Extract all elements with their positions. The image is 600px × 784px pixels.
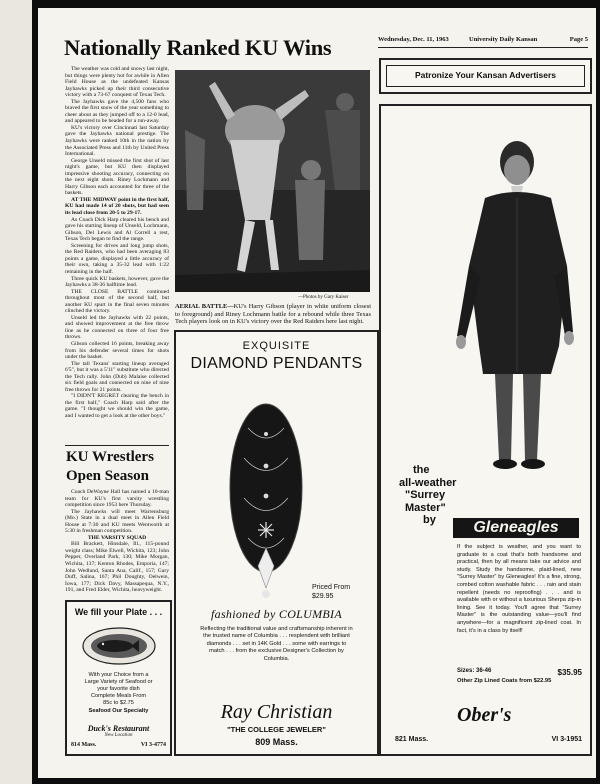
wrestlers-divider (65, 445, 169, 446)
headline: Nationally Ranked KU Wins (64, 35, 332, 60)
obers-line: Master" (405, 501, 446, 514)
story-paragraph: The weather was cold and snowy last night, but things were plenty hot for awhile in Allen Field House as the undefeated Kansas Jayhawks picked up their third consecutive victory with a 73-67 conquest of Texas Tech. (65, 66, 169, 99)
christian-headline: DIAMOND PENDANTS (190, 355, 363, 372)
obers-store: Ober's (457, 704, 512, 726)
ducks-line: your favorite dish (97, 686, 140, 692)
christian-store: Ray Christian (220, 701, 333, 723)
caption-text: KU's Harry Gibson (player in white uniform closest to foreground) and Riney Lochmann battle for a rebound while three Texas Tech players look on in KU's victory over the Red Raiders here last night. (175, 303, 371, 325)
obers-ad (379, 104, 592, 756)
story-paragraph: George Unseld missed the first shot of last night's game, but KU then displayed impressive shooting accuracy, connecting on the next eight shots. Riney Lochmann and Harry Gibson each accounted for three of the baskets. (65, 157, 169, 197)
patronize-advertisers-box (379, 58, 592, 94)
story-paragraph: The tall Texans' starting lineup averaged 6'5", but it was a 5'11" substitute who directed the Tech rally. John (Dub) Malaise collected six field goals and connected on nine of nine free throws for 21 points. (65, 360, 169, 393)
ray-christian-ad (174, 330, 379, 756)
story-paragraph: Screening for drives and long jump shots, the Red Raiders, who had been averaging 83 points a game, displayed a little accuracy of their own, taking a 35-32 lead with 1:22 remaining in the half. (65, 242, 169, 275)
ducks-copy (67, 672, 170, 715)
masthead-date: Wednesday, Dec. 11, 1963 (378, 36, 449, 43)
ducks-line: Complete Meals From (90, 693, 147, 699)
christian-tagline: "THE COLLEGE JEWELER" (227, 725, 326, 734)
obers-line: the (413, 464, 430, 476)
story-column (65, 66, 169, 441)
christian-price: $29.95 (312, 593, 334, 600)
diamond-pendant-illustration (226, 388, 308, 600)
ducks-line: Seafood Our Specialty (88, 708, 149, 714)
wrestlers-headline-2: Open Season (66, 468, 149, 484)
photo-image (175, 70, 370, 292)
christian-fashioned: fashioned by COLUMBIA (211, 607, 342, 621)
squad-heading: THE VARSITY SQUAD (87, 534, 147, 541)
gleneagles-brand: Gleneagles (453, 518, 579, 538)
obers-body: If the subject is weather, and you want to graduate to a coat that's both handsome and practical, then by all means take our advice and study. Study the handsome, plaid-lined, new "Surrey Master" by Gleneagles! It's a fine, strong, combed cotton washable fabric . . . rain and stain repellent (needs no reproofing) . . . and is available with or without a luxurious Sherpa zip-in lining. See it today. You'll agree that "Surrey Master" is the outstanding value—you'll find anywhere—for a magnificent zip-lined coat. In fact, it's in a class by itself! (457, 544, 581, 634)
story-paragraph: THE CLOSE BATTLE continued throughout most of the second half, but another KU spurt in the final seven minutes clinched the victory. (65, 288, 169, 315)
ducks-line: Large Variety of Seafood or (84, 679, 153, 685)
masthead (378, 36, 588, 46)
story-paragraph: Gibson collected 16 points, breaking away from his defender several times for shots under the basket. (65, 340, 169, 361)
ducks-line: With your Choice from a (88, 672, 149, 678)
squad-list: Bill Brackett, Hinsdale, Ill., 115-pound weight class; Mike Elwell, Wichita, 123; John Pepper, Overland Park, 130; Mike Morgan, Wichita, 137; Kenton Rhodes, Emporia, 147; John Wedlund, Santa Ana, Calif., 157; Gary Duff, Salina, 167; Phil Doughty, Oelwein, Iowa, 177; Dick Davy, Massapequa, N.Y., 191, and Fred Elder, Wichita, heavyweight. (65, 541, 169, 594)
ducks-name: Duck's Restaurant (87, 724, 150, 733)
seafood-plate-illustration (81, 624, 157, 668)
christian-body: Reflecting the traditional value and craftsmanship inherent in the trusted name of Columbia . . . resplendent with brilliant diamonds . . . set in 14K Gold . . . some with earrings to match . . . from the exclusive Designer's Collection by Columbia. (200, 626, 353, 662)
obers-price: $35.95 (557, 668, 582, 677)
basketball-photo (175, 70, 370, 292)
christian-kicker: EXQUISITE (242, 340, 311, 352)
story-paragraph: The Jayhawks gave the 4,500 fans who braved the first snow of the year something to cheer about as they jumped off to a 12-0 lead, and appeared to be headed for a run-away. (65, 98, 169, 125)
story-paragraph: KU's victory over Cincinnati last Saturday gave the Jayhawks national prestige. The Jayhawks were ranked 10th in the nation by the Associated Press and 11th by United Press International. (65, 124, 169, 158)
story-paragraph: AT THE MIDWAY point in the first half, KU had made 14 of 20 shots, but had seen its lead close from 20-5 to 29-17. (65, 196, 169, 217)
ducks-sub: New Location (104, 733, 133, 738)
christian-price-label: Priced From (312, 584, 351, 591)
obers-line: all-weather (399, 476, 457, 489)
christian-address: 809 Mass. (255, 737, 298, 747)
masthead-paper: University Daily Kansan (469, 36, 538, 43)
ducks-line: 85c to $2.75 (103, 700, 134, 706)
man-in-coat-illustration (439, 136, 589, 496)
wrestlers-story (65, 489, 169, 594)
photo-credit: —Photos by Gary Kaiser (298, 295, 349, 300)
obers-address: 821 Mass. (395, 736, 429, 743)
story-paragraph: "I DIDN'T REGRET clearing the bench in the first half," Coach Harp said after the game. "I thought we should win the game, and I wanted to get a look at the other boys." (65, 393, 169, 419)
patronize-text: Patronize Your Kansan Advertisers (414, 70, 557, 80)
photo-caption (175, 303, 371, 326)
obers-phone: VI 3-1951 (551, 736, 582, 743)
wrestlers-paragraph: The Jayhawks will meet Warrensburg (Mo.) State in a dual meet in Allen Field House at 7:30 and KU meets Wentworth at 5:30 in freshman competition. (65, 508, 169, 535)
obers-other: Other Zip Lined Coats from $22.95 (457, 678, 552, 684)
ducks-phone: VI 3-4774 (140, 742, 166, 748)
story-paragraph: Unseld led the Jayhawks with 22 points, and showed improvement at the free throw line as he connected on three of four free throws. (65, 314, 169, 341)
masthead-rule (378, 47, 588, 48)
ducks-restaurant-ad (65, 600, 172, 756)
ducks-headline: We fill your Plate . . . (74, 607, 163, 617)
ducks-address: 814 Mass. (71, 742, 97, 748)
masthead-page: Page 5 (569, 36, 588, 43)
wrestlers-headline-1: KU Wrestlers (66, 449, 154, 465)
obers-sizes: Sizes: 36-46 (457, 668, 492, 674)
caption-lead: AERIAL BATTLE— (175, 303, 234, 310)
story-paragraph: As Coach Dick Harp cleared his bench and gave his starting lineup of Unseld, Lochmann, Gibson, Del Lewis and Al Correll a rest, Texas Tech began to find the range. (65, 216, 169, 243)
obers-line: by (423, 514, 436, 526)
obers-line: "Surrey (405, 489, 446, 501)
adjacent-page-edge (0, 0, 32, 784)
story-paragraph: Three quick KU baskets, however, gave the Jayhawks a 38-36 halftime lead. (65, 275, 169, 289)
wrestlers-paragraph: Coach DeWayne Hall has named a 10-man team for KU's first varsity wrestling competition since 1953 here Thursday. (65, 489, 169, 509)
newspaper-page (38, 8, 596, 778)
